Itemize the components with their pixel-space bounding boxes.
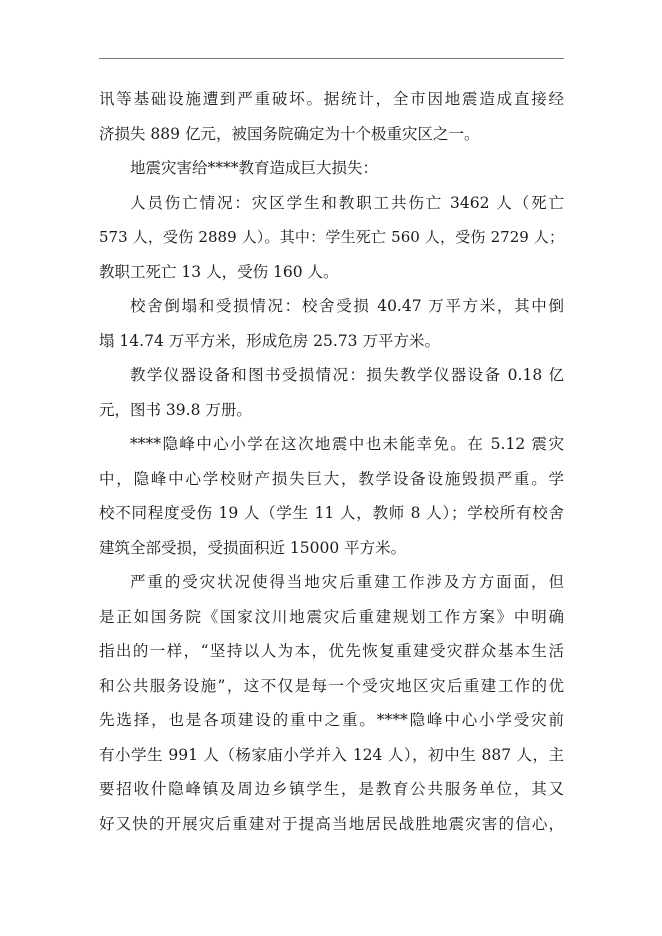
text-line: 校舍倒塌和受损情况：校舍受损 40.47 万平方米，其中倒	[130, 297, 564, 315]
text-line: 教学仪器设备和图书受损情况：损失教学仪器设备 0.18 亿	[130, 366, 564, 384]
text-line: 校不同程度受伤 19 人（学生 11 人，教师 8 人）；学校所有校舍	[99, 504, 564, 522]
text-line: ****隐峰中心小学在这次地震中也未能幸免。在 5.12 震灾	[130, 435, 564, 453]
text-line: 元，图书 39.8 万册。	[99, 400, 252, 419]
paragraph-yinfeng-school	[99, 427, 564, 565]
text-line: 指出的一样，“坚持以人为本，优先恢复重建受灾群众基本生活	[99, 642, 564, 660]
text-line: 要招收什隐峰镇及周边乡镇学生，是教育公共服务单位，其又	[99, 780, 564, 798]
text-line: 中，隐峰中心学校财产损失巨大，教学设备设施毁损严重。学	[99, 469, 564, 488]
document-body	[99, 82, 564, 841]
text-line: 地震灾害给****教育造成巨大损失：	[130, 159, 379, 177]
page-header-rule	[99, 58, 564, 59]
paragraph-school-buildings	[99, 289, 564, 358]
text-line: 和公共服务设施”，这不仅是每一个受灾地区灾后重建工作的优	[99, 676, 564, 695]
paragraph-reconstruction	[99, 565, 564, 841]
text-line: 先选择，也是各项建设的重中之重。****隐峰中心小学受灾前	[99, 711, 564, 729]
text-line: 教职工死亡 13 人，受伤 160 人。	[99, 262, 339, 281]
text-line: 573 人，受伤 2889 人）。其中：学生死亡 560 人，受伤 2729 人；	[99, 228, 564, 246]
text-line: 是正如国务院《国家汶川地震灾后重建规划工作方案》中明确	[99, 607, 564, 626]
text-line: 济损失 889 亿元，被国务院确定为十个极重灾区之一。	[99, 124, 480, 143]
paragraph-equipment-books	[99, 358, 564, 427]
text-line: 好又快的开展灾后重建对于提高当地居民战胜地震灾害的信心，	[99, 814, 564, 833]
text-line: 严重的受灾状况使得当地灾后重建工作涉及方方面面，但	[130, 573, 564, 591]
paragraph-casualties	[99, 186, 564, 290]
paragraph-economic-loss	[99, 82, 564, 151]
text-line: 建筑全部受损，受损面积近 15000 平方米。	[99, 538, 407, 557]
text-line: 讯等基础设施遭到严重破坏。据统计，全市因地震造成直接经	[99, 90, 564, 108]
text-line: 有小学生 991 人（杨家庙小学并入 124 人），初中生 887 人，主	[99, 745, 564, 764]
text-line: 塌 14.74 万平方米，形成危房 25.73 万平方米。	[99, 331, 440, 350]
paragraph-education-loss-intro	[99, 151, 564, 186]
text-line: 人员伤亡情况：灾区学生和教职工共伤亡 3462 人（死亡	[130, 193, 564, 212]
